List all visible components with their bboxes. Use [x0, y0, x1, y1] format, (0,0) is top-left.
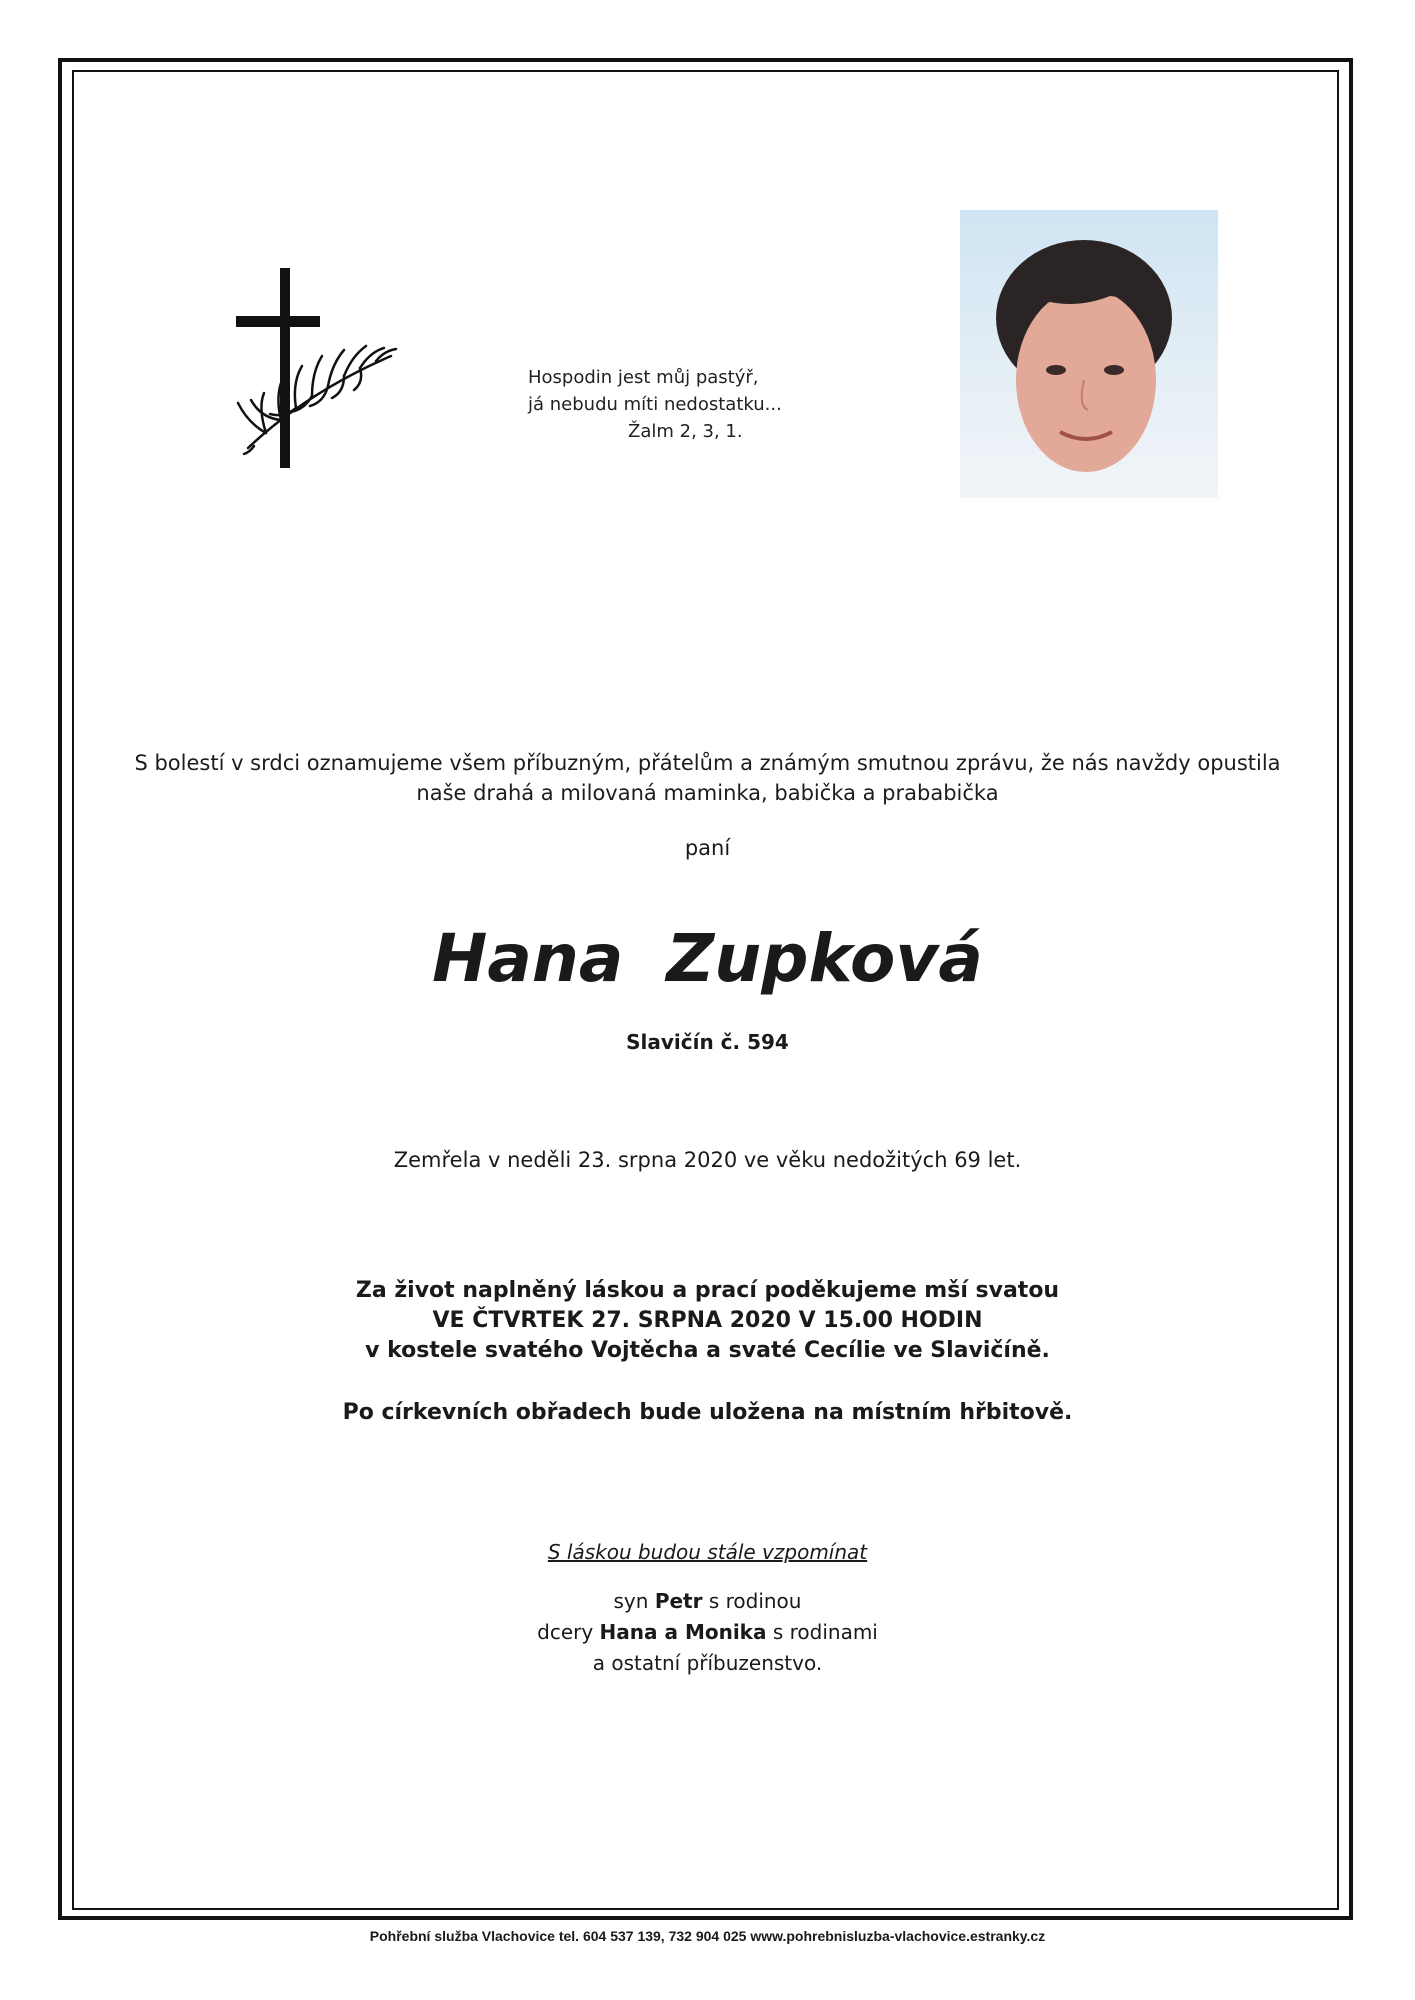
mourners-list	[0, 1586, 1415, 1679]
deceased-name: Hana Zupková	[432, 920, 983, 997]
mourner-text: s rodinami	[766, 1620, 878, 1644]
address: Slavičín č. 594	[626, 1030, 789, 1054]
cross-with-palm-icon	[236, 268, 406, 473]
mourner-text: s rodinou	[702, 1589, 802, 1613]
funeral-line-3: v kostele svatého Vojtěcha a svaté Cecílie ve Slavičíně.	[365, 1338, 1050, 1363]
mourner-name: Petr	[654, 1589, 703, 1613]
announcement	[60, 748, 1355, 808]
psalm-line-2: já nebudu míti nedostatku...	[528, 394, 782, 415]
announcement-line-1: S bolestí v srdci oznamujeme všem příbuzným, přátelům a známým smutnou zprávu, že nás navždy opustila	[134, 751, 1281, 775]
portrait-photo	[960, 210, 1218, 498]
footer-contact: Pohřební služba Vlachovice tel. 604 537 139, 732 904 025 www.pohrebnisluzba-vlachovice.estranky.cz	[369, 1928, 1046, 1944]
mourner-row	[0, 1617, 1415, 1648]
psalm-reference: Žalm 2, 3, 1.	[628, 421, 743, 442]
remember-heading: S láskou budou stále vzpomínat	[547, 1540, 868, 1564]
funeral-line-2: VE ČTVRTEK 27. SRPNA 2020 V 15.00 HODIN	[432, 1308, 983, 1333]
burial-notice: Po církevních obřadech bude uložena na místním hřbitově.	[342, 1400, 1073, 1425]
mourner-name: Hana a Monika	[599, 1620, 767, 1644]
psalm-quote	[528, 364, 788, 445]
death-notice: Zemřela v neděli 23. srpna 2020 ve věku nedožitých 69 let.	[393, 1148, 1022, 1172]
psalm-line-1: Hospodin jest můj pastýř,	[528, 367, 759, 388]
mourner-row: a ostatní příbuzenstvo.	[592, 1651, 823, 1675]
funeral-line-1: Za život naplněný láskou a prací poděkujeme mší svatou	[355, 1278, 1060, 1303]
mourner-text: dcery	[537, 1620, 600, 1644]
mourner-text: syn	[613, 1589, 655, 1613]
title-prefix: paní	[684, 836, 731, 860]
announcement-line-2: naše drahá a milovaná maminka, babička a prababička	[416, 781, 999, 805]
mourner-row	[0, 1586, 1415, 1617]
funeral-details	[0, 1276, 1415, 1366]
